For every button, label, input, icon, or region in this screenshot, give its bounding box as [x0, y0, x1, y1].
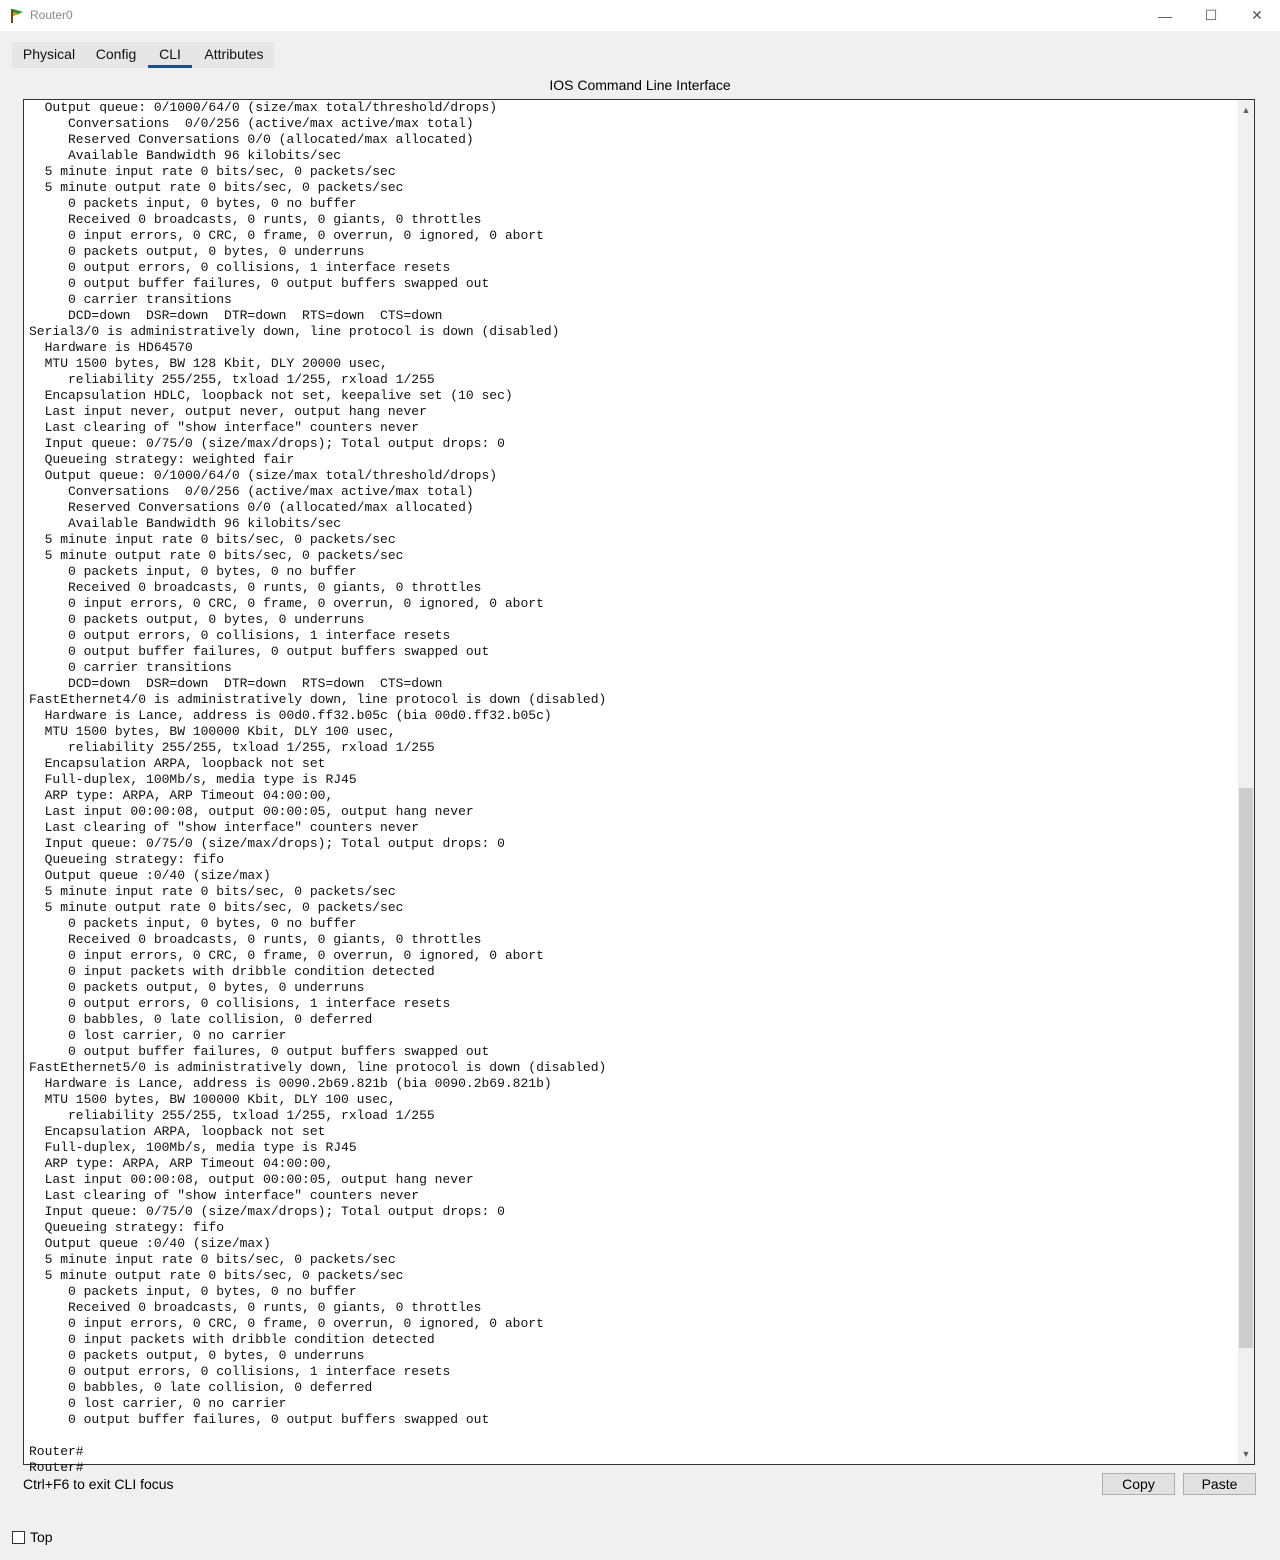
terminal-line: Output queue: 0/1000/64/0 (size/max total/threshold/drops)	[29, 100, 498, 115]
terminal-line: 5 minute output rate 0 bits/sec, 0 packets/sec	[29, 900, 404, 915]
terminal-line: 5 minute input rate 0 bits/sec, 0 packets/sec	[29, 1252, 396, 1267]
maximize-icon: ☐	[1204, 7, 1218, 23]
terminal-line: 0 babbles, 0 late collision, 0 deferred	[29, 1012, 373, 1027]
minimize-button[interactable]	[1142, 0, 1188, 31]
terminal-line: 0 output buffer failures, 0 output buffers swapped out	[29, 276, 490, 291]
terminal-line: DCD=down DSR=down DTR=down RTS=down CTS=down	[29, 308, 443, 323]
terminal-line: Input queue: 0/75/0 (size/max/drops); Total output drops: 0	[29, 1204, 505, 1219]
terminal-line: 5 minute output rate 0 bits/sec, 0 packets/sec	[29, 180, 404, 195]
terminal-line: Last clearing of "show interface" counters never	[29, 420, 420, 435]
cli-terminal[interactable]	[23, 99, 1255, 1475]
terminal-line: 0 input errors, 0 CRC, 0 frame, 0 overrun, 0 ignored, 0 abort	[29, 948, 544, 963]
terminal-line: 0 output errors, 0 collisions, 1 interface resets	[29, 1364, 451, 1379]
cli-focus-hint: Ctrl+F6 to exit CLI focus	[23, 1476, 174, 1492]
terminal-line: Encapsulation HDLC, loopback not set, keepalive set (10 sec)	[29, 388, 513, 403]
terminal-line: 0 packets input, 0 bytes, 0 no buffer	[29, 916, 357, 931]
terminal-line: MTU 1500 bytes, BW 100000 Kbit, DLY 100 usec,	[29, 724, 396, 739]
terminal-line: 0 packets output, 0 bytes, 0 underruns	[29, 1348, 365, 1363]
terminal-line: Output queue: 0/1000/64/0 (size/max total/threshold/drops)	[29, 468, 498, 483]
terminal-line: Last input 00:00:08, output 00:00:05, output hang never	[29, 1172, 474, 1187]
terminal-line: Received 0 broadcasts, 0 runts, 0 giants, 0 throttles	[29, 1300, 482, 1315]
close-icon: ✕	[1251, 7, 1263, 23]
terminal-line: FastEthernet4/0 is administratively down, line protocol is down (disabled)	[29, 692, 607, 707]
terminal-line: reliability 255/255, txload 1/255, rxload 1/255	[29, 1108, 435, 1123]
terminal-line: Last clearing of "show interface" counters never	[29, 820, 420, 835]
router-app-icon	[8, 7, 26, 25]
terminal-line: 0 packets input, 0 bytes, 0 no buffer	[29, 196, 357, 211]
terminal-line: 0 packets output, 0 bytes, 0 underruns	[29, 980, 365, 995]
tab-cli-label: CLI	[159, 46, 181, 62]
terminal-line: Encapsulation ARPA, loopback not set	[29, 1124, 326, 1139]
terminal-line: Hardware is Lance, address is 0090.2b69.821b (bia 0090.2b69.821b)	[29, 1076, 552, 1091]
terminal-line: 0 output buffer failures, 0 output buffers swapped out	[29, 1044, 490, 1059]
terminal-line: 0 input packets with dribble condition detected	[29, 964, 435, 979]
terminal-line: Last input never, output never, output hang never	[29, 404, 427, 419]
terminal-line: 0 lost carrier, 0 no carrier	[29, 1396, 287, 1411]
top-checkbox-label: Top	[30, 1529, 53, 1545]
paste-button[interactable]: Paste	[1183, 1473, 1256, 1495]
terminal-line: Last clearing of "show interface" counters never	[29, 1188, 420, 1203]
terminal-line: Router#	[29, 1444, 84, 1459]
terminal-line: 0 input errors, 0 CRC, 0 frame, 0 overrun, 0 ignored, 0 abort	[29, 228, 544, 243]
window-title: Router0	[30, 8, 73, 22]
terminal-line: Router#	[29, 1460, 84, 1475]
terminal-output	[29, 100, 606, 1476]
terminal-line: 0 carrier transitions	[29, 292, 232, 307]
terminal-line: Reserved Conversations 0/0 (allocated/max allocated)	[29, 132, 474, 147]
terminal-line: Full-duplex, 100Mb/s, media type is RJ45	[29, 772, 357, 787]
terminal-line: Hardware is HD64570	[29, 340, 193, 355]
terminal-line: Reserved Conversations 0/0 (allocated/max allocated)	[29, 500, 474, 515]
terminal-line: 0 lost carrier, 0 no carrier	[29, 1028, 287, 1043]
tab-cli[interactable]	[148, 42, 192, 68]
terminal-line: Conversations 0/0/256 (active/max active/max total)	[29, 116, 474, 131]
tab-physical[interactable]: Physical	[22, 46, 76, 62]
terminal-line: Queueing strategy: weighted fair	[29, 452, 295, 467]
terminal-line: reliability 255/255, txload 1/255, rxload 1/255	[29, 740, 435, 755]
minimize-icon: —	[1158, 7, 1172, 24]
terminal-line: 5 minute input rate 0 bits/sec, 0 packets/sec	[29, 532, 396, 547]
selected-tab-indicator	[148, 65, 192, 68]
terminal-line: 0 packets input, 0 bytes, 0 no buffer	[29, 564, 357, 579]
terminal-line: 5 minute output rate 0 bits/sec, 0 packets/sec	[29, 548, 404, 563]
terminal-line: Queueing strategy: fifo	[29, 852, 225, 867]
terminal-line: Received 0 broadcasts, 0 runts, 0 giants, 0 throttles	[29, 580, 482, 595]
terminal-line: Last input 00:00:08, output 00:00:05, output hang never	[29, 804, 474, 819]
terminal-line: 0 packets output, 0 bytes, 0 underruns	[29, 244, 365, 259]
copy-button[interactable]: Copy	[1102, 1473, 1175, 1495]
terminal-line: Output queue :0/40 (size/max)	[29, 868, 271, 883]
terminal-line: 0 output errors, 0 collisions, 1 interface resets	[29, 628, 451, 643]
terminal-line: Conversations 0/0/256 (active/max active/max total)	[29, 484, 474, 499]
terminal-line: Full-duplex, 100Mb/s, media type is RJ45	[29, 1140, 357, 1155]
terminal-line: 0 input packets with dribble condition detected	[29, 1332, 435, 1347]
terminal-line: ARP type: ARPA, ARP Timeout 04:00:00,	[29, 1156, 334, 1171]
maximize-button[interactable]	[1188, 0, 1234, 31]
terminal-line: 0 babbles, 0 late collision, 0 deferred	[29, 1380, 373, 1395]
terminal-line: 0 output errors, 0 collisions, 1 interface resets	[29, 996, 451, 1011]
terminal-line: Available Bandwidth 96 kilobits/sec	[29, 516, 342, 531]
terminal-line: Hardware is Lance, address is 00d0.ff32.b05c (bia 00d0.ff32.b05c)	[29, 708, 552, 723]
terminal-line: Output queue :0/40 (size/max)	[29, 1236, 271, 1251]
scrollbar-thumb[interactable]	[1239, 788, 1253, 1348]
close-button[interactable]	[1234, 0, 1280, 31]
terminal-line: 0 packets input, 0 bytes, 0 no buffer	[29, 1284, 357, 1299]
terminal-line: 0 carrier transitions	[29, 660, 232, 675]
terminal-line: 5 minute input rate 0 bits/sec, 0 packets/sec	[29, 164, 396, 179]
terminal-scrollbar[interactable]	[1238, 100, 1254, 1464]
tab-attributes[interactable]: Attributes	[204, 46, 264, 62]
tab-config[interactable]: Config	[95, 46, 137, 62]
terminal-line: FastEthernet5/0 is administratively down, line protocol is down (disabled)	[29, 1060, 607, 1075]
terminal-line: Received 0 broadcasts, 0 runts, 0 giants, 0 throttles	[29, 932, 482, 947]
title-bar	[0, 0, 1280, 32]
terminal-line: Available Bandwidth 96 kilobits/sec	[29, 148, 342, 163]
top-checkbox[interactable]	[12, 1531, 25, 1544]
terminal-line: 0 output buffer failures, 0 output buffers swapped out	[29, 644, 490, 659]
terminal-line: reliability 255/255, txload 1/255, rxload 1/255	[29, 372, 435, 387]
terminal-line: Queueing strategy: fifo	[29, 1220, 225, 1235]
terminal-line: 0 input errors, 0 CRC, 0 frame, 0 overrun, 0 ignored, 0 abort	[29, 1316, 544, 1331]
terminal-line: 5 minute input rate 0 bits/sec, 0 packets/sec	[29, 884, 396, 899]
terminal-line: Input queue: 0/75/0 (size/max/drops); Total output drops: 0	[29, 836, 505, 851]
terminal-line: Encapsulation ARPA, loopback not set	[29, 756, 326, 771]
terminal-line: 0 output errors, 0 collisions, 1 interface resets	[29, 260, 451, 275]
terminal-line: 5 minute output rate 0 bits/sec, 0 packets/sec	[29, 1268, 404, 1283]
terminal-line: MTU 1500 bytes, BW 100000 Kbit, DLY 100 usec,	[29, 1092, 396, 1107]
scroll-up-icon[interactable]: ▲	[1241, 105, 1251, 115]
panel-title: IOS Command Line Interface	[549, 77, 731, 93]
terminal-line: 0 input errors, 0 CRC, 0 frame, 0 overrun, 0 ignored, 0 abort	[29, 596, 544, 611]
terminal-line: Input queue: 0/75/0 (size/max/drops); Total output drops: 0	[29, 436, 505, 451]
scroll-down-icon[interactable]: ▼	[1241, 1449, 1251, 1459]
terminal-line: Received 0 broadcasts, 0 runts, 0 giants, 0 throttles	[29, 212, 482, 227]
terminal-line: 0 output buffer failures, 0 output buffers swapped out	[29, 1412, 490, 1427]
terminal-line: ARP type: ARPA, ARP Timeout 04:00:00,	[29, 788, 334, 803]
terminal-line: Serial3/0 is administratively down, line protocol is down (disabled)	[29, 324, 560, 339]
terminal-line: DCD=down DSR=down DTR=down RTS=down CTS=down	[29, 676, 443, 691]
terminal-line: 0 packets output, 0 bytes, 0 underruns	[29, 612, 365, 627]
terminal-line: MTU 1500 bytes, BW 128 Kbit, DLY 20000 usec,	[29, 356, 388, 371]
